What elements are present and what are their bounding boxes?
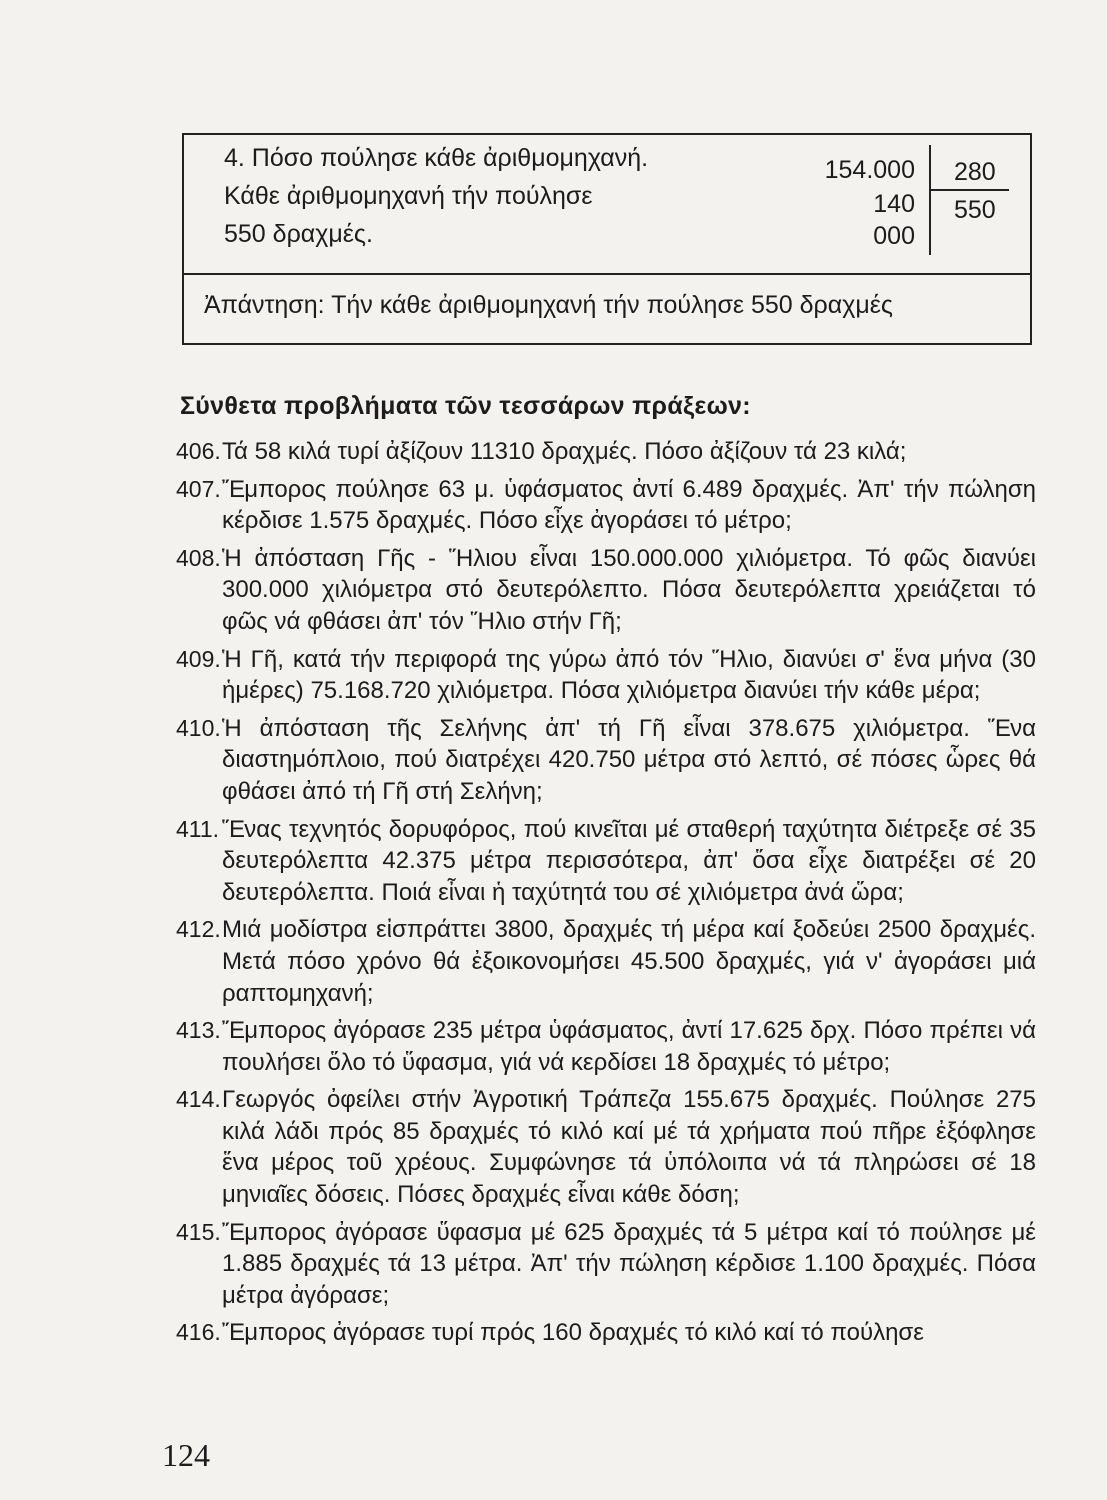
problem-406 xyxy=(176,436,1036,468)
worked-example-box xyxy=(182,133,1032,345)
problem-411 xyxy=(176,814,1036,909)
problem-text: Μιά μοδίστρα εἰσπράττει 3800, δραχμές τή μέρα καί ξοδεύει 2500 δραχμές. Μετά πόσο χρόνο θά ἐξοικονομήσει 45.500 δραχμές, γιά ν' ἀγοράσει μιά ραπτομηχανή; xyxy=(222,916,1036,1007)
problem-text: Ἕνας τεχνητός δορυφόρος, πού κινεῖται μέ σταθερή ταχύτητα διέτρεξε σέ 35 δευτερόλεπτα 42.375 μέτρα περισσότερα, ἀπ' ὅσα εἶχε διατρέξει σέ 20 δευτερόλεπτα. Ποιά εἶναι ἡ ταχύτητά του σέ χιλιόμετρα ἀνά ὥρα; xyxy=(222,815,1036,906)
problem-list xyxy=(176,436,1036,1349)
problem-414 xyxy=(176,1084,1036,1210)
division-remainder: 000 xyxy=(873,222,915,250)
problem-407 xyxy=(176,474,1036,537)
problem-number: 410. xyxy=(176,714,221,741)
problem-text: Ἔμπορος ἀγόρασε ὕφασμα μέ 625 δραχμές τά 5 μέτρα καί τό πούλησε μέ 1.885 δραχμές τά 13 μέτρα. Ἀπ' τήν πώληση κέρδισε 1.100 δραχμές. Πόσα μέτρα ἀγόρασε; xyxy=(222,1218,1036,1309)
problem-412 xyxy=(176,914,1036,1009)
problem-number: 414. xyxy=(176,1086,221,1113)
problem-413 xyxy=(176,1015,1036,1078)
problem-text: Ἔμπορος πούλησε 63 μ. ὑφάσματος ἀντί 6.489 δραχμές. Ἀπ' τήν πώληση κέρδισε 1.575 δραχμές. Πόσο εἶχε ἀγοράσει τό μέτρο; xyxy=(222,475,1036,535)
page-number: 124 xyxy=(162,1437,210,1473)
problem-text: Τά 58 κιλά τυρί ἀξίζουν 11310 δραχμές. Πόσο ἀξίζουν τά 23 κιλά; xyxy=(222,438,907,465)
dividend: 154.000 xyxy=(824,156,915,184)
quotient: 550 xyxy=(954,196,996,224)
problem-number: 406. xyxy=(176,438,221,464)
problem-415 xyxy=(176,1217,1036,1312)
problem-number: 416. xyxy=(176,1319,221,1346)
problem-408 xyxy=(176,543,1036,638)
division-step: 140 xyxy=(873,190,915,218)
example-line-2: Κάθε ἀριθμομηχανή τήν πούλησε xyxy=(224,182,593,210)
problem-416 xyxy=(176,1317,1036,1349)
worked-example-top xyxy=(184,135,1030,275)
division-vertical-line xyxy=(929,145,931,255)
problem-number: 408. xyxy=(176,544,221,571)
problem-number: 407. xyxy=(176,475,221,502)
problem-text: Ἡ ἀπόσταση Γῆς - Ἥλιου εἶναι 150.000.000 χιλιόμετρα. Τό φῶς διανύει 300.000 χιλιόμετρα στό δευτερόλεπτο. Πόσα δευτερόλεπτα χρειάζεται τό φῶς νά φθάσει ἀπ' τόν Ἥλιο στήν Γῆ; xyxy=(222,544,1036,635)
problem-text: Ἔμπορος ἀγόρασε 235 μέτρα ὑφάσματος, ἀντί 17.625 δρχ. Πόσο πρέπει νά πουλήσει ὅλο τό ὕφασμα, γιά νά κερδίσει 18 δραχμές τό μέτρο; xyxy=(222,1017,1036,1076)
problem-410 xyxy=(176,713,1036,808)
problem-text: Ἡ ἀπόσταση τῆς Σελήνης ἀπ' τή Γῆ εἶναι 378.675 χιλιόμετρα. Ἕνα διαστημόπλοιο, πού διατρέχει 420.750 μέτρα στό λεπτό, σέ πόσες ὧρες θά φθάσει ἀπό τή Γῆ στή Σελήνη; xyxy=(222,714,1036,805)
section-title: Σύνθετα προβλήματα τῶν τεσσάρων πράξεων: xyxy=(180,392,751,420)
divisor: 280 xyxy=(954,158,996,186)
problem-text: Ἡ Γῆ, κατά τήν περιφορά της γύρω ἀπό τόν Ἥλιο, διανύει σ' ἕνα μήνα (30 ἡμέρες) 75.168.720 χιλιόμετρα. Πόσα χιλιόμετρα διανύει τήν κάθε μέρα; xyxy=(222,645,1036,705)
example-line-3: 550 δραχμές. xyxy=(224,220,373,248)
problem-409 xyxy=(176,644,1036,707)
problem-text: Ἔμπορος ἀγόρασε τυρί πρός 160 δραχμές τό κιλό καί τό πούλησε xyxy=(222,1319,924,1347)
example-answer: Ἀπάντηση: Τήν κάθε ἀριθμομηχανή τήν πούλησε 550 δραχμές xyxy=(204,291,893,319)
problem-number: 409. xyxy=(176,645,221,672)
example-line-1: 4. Πόσο πούλησε κάθε ἀριθμομηχανή. xyxy=(224,144,649,172)
problem-number: 413. xyxy=(176,1017,221,1044)
division-horizontal-line xyxy=(929,189,1009,191)
problem-number: 411. xyxy=(176,815,220,842)
problem-number: 412. xyxy=(176,916,221,943)
problem-text: Γεωργός ὀφείλει στήν Ἀγροτική Τράπεζα 155.675 δραχμές. Πούλησε 275 κιλά λάδι πρός 85 δραχμές τό κιλό καί μέ τά χρήματα πού πῆρε ἐξόφλησε ἕνα μέρος τοῦ χρέους. Συμφώνησε τά ὑπόλοιπα νά τά πληρώσει σέ 18 μηνιαῖες δόσεις. Πόσες δραχμές εἶναι κάθε δόση; xyxy=(222,1086,1036,1209)
problem-number: 415. xyxy=(176,1218,221,1245)
